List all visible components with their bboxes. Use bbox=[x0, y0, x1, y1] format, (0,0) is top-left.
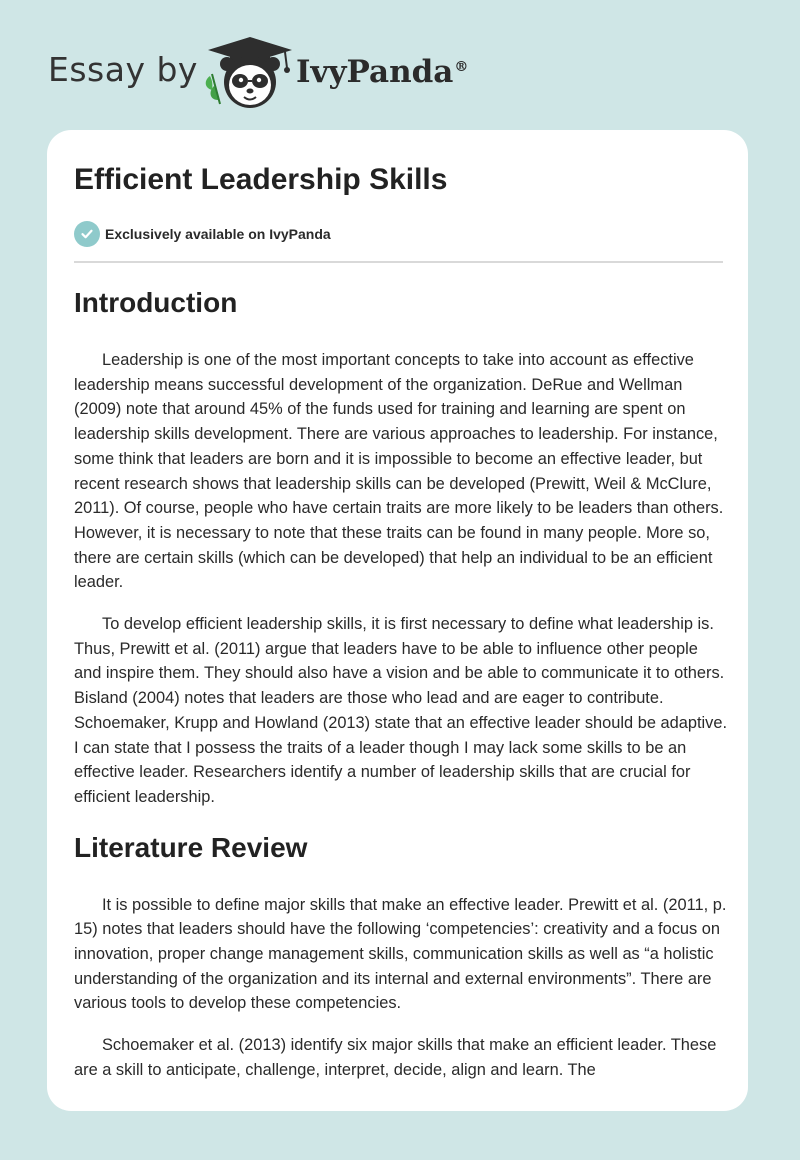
section-heading-introduction: Introduction bbox=[74, 287, 238, 318]
essay-card bbox=[47, 130, 748, 1111]
registered-mark: ® bbox=[454, 58, 469, 75]
brand-name[interactable] bbox=[296, 54, 468, 90]
divider bbox=[74, 261, 723, 263]
panda-graduate-icon[interactable] bbox=[200, 34, 296, 110]
paragraph: Schoemaker et al. (2013) identify six major skills that make an efficient leader. These are a skill to anticipate, challenge, interpret, decide, align and learn. The bbox=[74, 1036, 717, 1079]
essay-title: Efficient Leadership Skills bbox=[74, 163, 448, 196]
paragraph: Leadership is one of the most important concepts to take into account as effective leadership means successful development of the organization. DeRue and Wellman (2009) note that around 45% of the funds used for training and learning are spent on leadership skills development. There are various approaches to leadership. For instance, some think that leaders are born and it is impossible to become an effective leader, but recent research shows that leadership skills can be developed (Prewitt, Weil & McClure, 2011). Of course, people who have certain traits are more likely to be leaders than others. However, it is necessary to note that these traits can be found in many people. More so, there are certain skills (which can be developed) that help an individual to be an efficient leader. bbox=[74, 351, 724, 592]
paragraph: It is possible to define major skills that make an effective leader. Prewitt et al. (2011, p. 15) notes that leaders should have the following ‘competencies’: creativity and a focus on innovation, proper change management skills, communication skills as well as “a holistic understanding of the organization and its internal and external environments”. There are various tools to develop these competencies. bbox=[74, 895, 727, 1013]
essay-by-label: Essay by bbox=[48, 50, 198, 89]
brand-name-text: IvyPanda bbox=[296, 54, 454, 90]
essay-body bbox=[74, 282, 729, 1083]
section-heading-literature-review: Literature Review bbox=[74, 831, 308, 863]
check-icon bbox=[74, 221, 100, 247]
exclusive-badge bbox=[74, 221, 331, 247]
exclusive-label: Exclusively available on IvyPanda bbox=[105, 226, 331, 242]
site-header bbox=[0, 0, 800, 125]
paragraph: To develop efficient leadership skills, it is first necessary to define what leadership is. Thus, Prewitt et al. (2011) argue that leaders have to be able to influence other people and inspire them. They should also have a vision and be able to communicate it to others. Bisland (2004) notes that leaders are those who lead and are eager to contribute. Schoemaker, Krupp and Howland (2013) state that an effective leader should be adaptive. I can state that I possess the traits of a leader though I may lack some skills to be an effective leader. Researchers identify a number of leadership skills that are crucial for efficient leadership. bbox=[74, 615, 728, 806]
